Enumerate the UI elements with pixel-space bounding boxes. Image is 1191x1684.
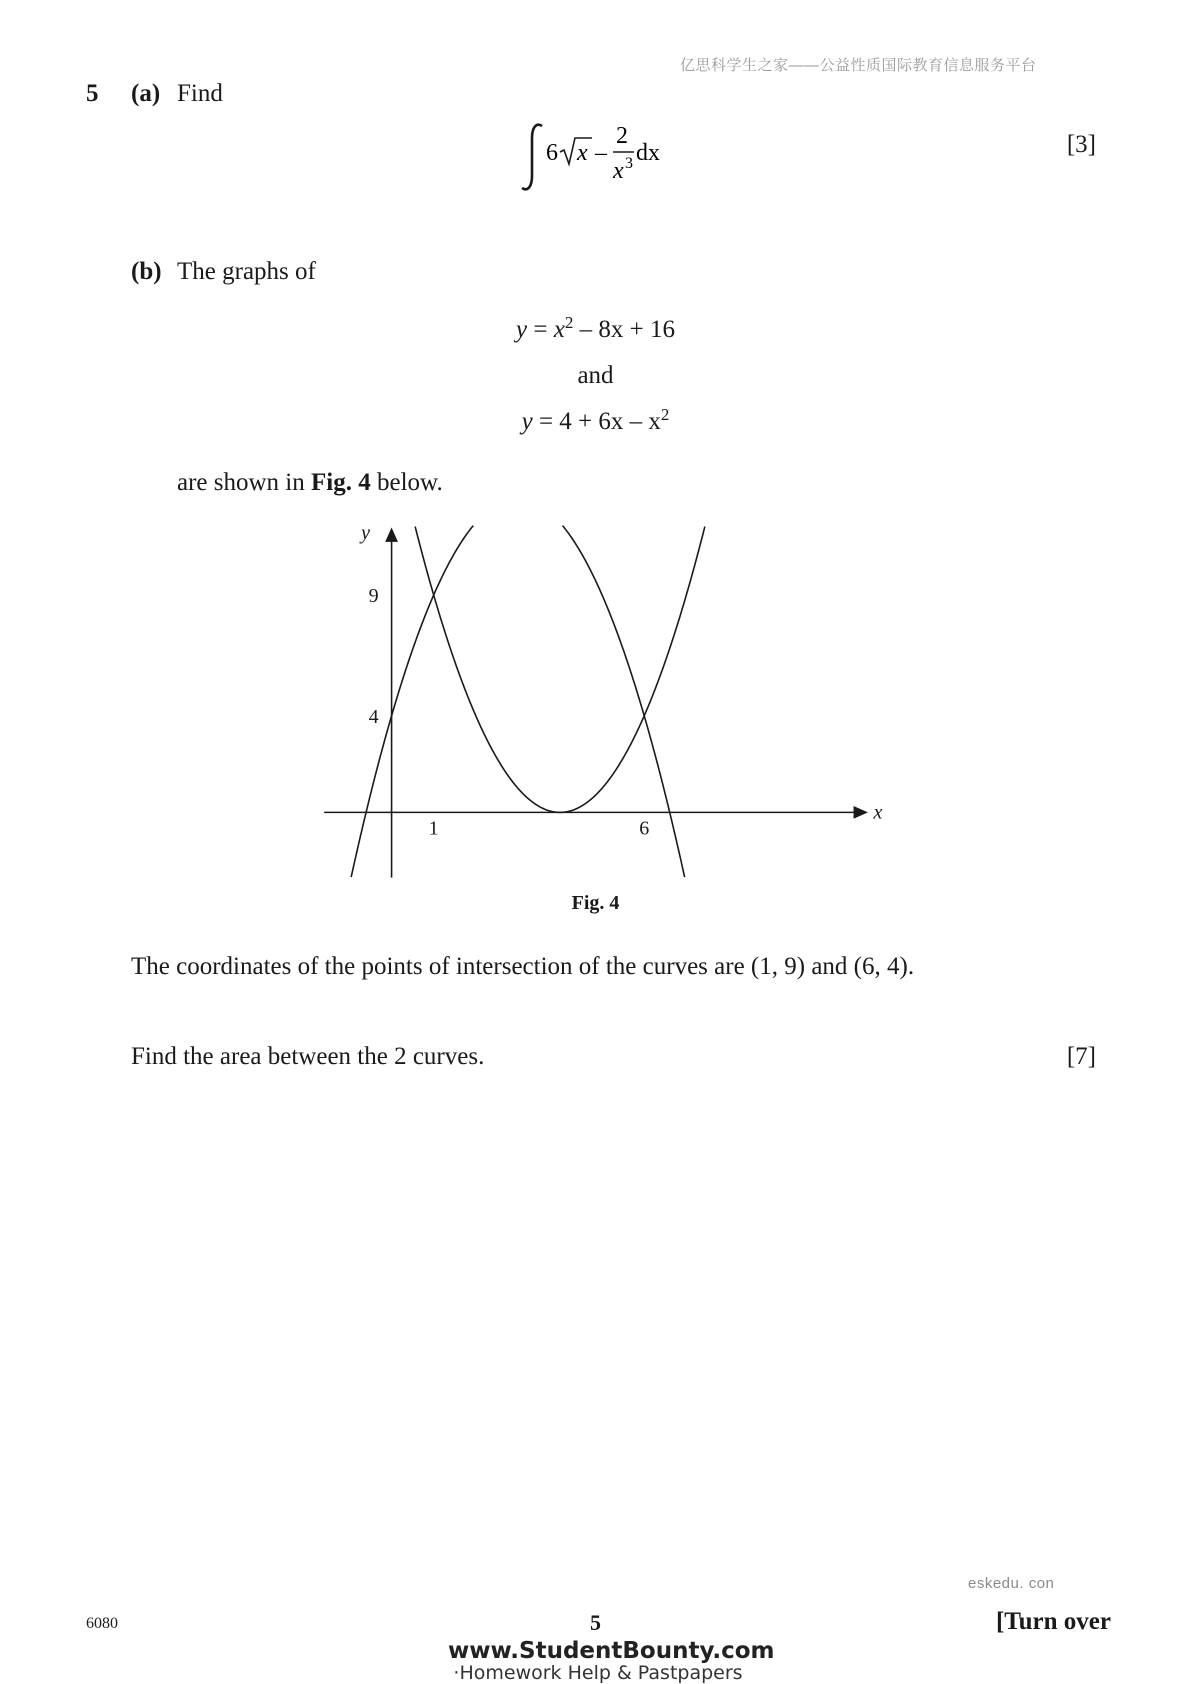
eq1-lhs: y bbox=[516, 316, 528, 343]
y-tick-label: 4 bbox=[368, 705, 379, 728]
y-tick-label: 9 bbox=[368, 585, 379, 608]
figure-4 bbox=[320, 522, 883, 880]
equation-1 bbox=[0, 313, 1191, 344]
part-a-instruction: Find bbox=[177, 80, 223, 107]
eq1-power: 2 bbox=[564, 313, 574, 332]
eq1-rest: – 8x + 16 bbox=[573, 316, 675, 343]
eq1-equals: = bbox=[527, 316, 554, 343]
x-tick-label: 1 bbox=[428, 817, 439, 840]
top-watermark: 亿思科学生之家——公益性质国际教育信息服务平台 bbox=[680, 57, 1037, 74]
fraction-denominator-base: x bbox=[613, 158, 624, 184]
logo-url: www.StudentBounty.com bbox=[448, 1638, 775, 1664]
equation-2 bbox=[0, 405, 1191, 436]
logo-tagline: ·Homework Help & Pastpapers bbox=[453, 1662, 743, 1684]
y-axis-label: y bbox=[361, 522, 371, 544]
integral-differential: dx bbox=[636, 140, 660, 166]
x-tick-label: 6 bbox=[639, 817, 650, 840]
eq2-lhs: y bbox=[521, 408, 533, 435]
axes bbox=[324, 532, 863, 877]
curve-series-1 bbox=[415, 527, 705, 813]
page-number: 5 bbox=[590, 1610, 601, 1635]
eq1-x: x bbox=[553, 316, 565, 343]
turn-over: [Turn over bbox=[995, 1608, 1111, 1635]
shown-post: below. bbox=[370, 469, 443, 496]
integral-coefficient: 6 bbox=[546, 140, 558, 166]
eq2-rest: = 4 + 6x – x bbox=[532, 408, 661, 435]
figure-reference bbox=[177, 469, 443, 497]
fraction-numerator: 2 bbox=[616, 123, 628, 149]
task-text: Find the area between the 2 curves. bbox=[131, 1043, 485, 1070]
curves bbox=[351, 526, 705, 878]
part-b-marks: [7] bbox=[1066, 1043, 1096, 1070]
figure-4-plot bbox=[320, 522, 883, 880]
part-a-label: (a) bbox=[131, 80, 161, 107]
part-a-marks: [3] bbox=[1066, 131, 1096, 158]
equation-and: and bbox=[577, 362, 614, 389]
eq2-power: 2 bbox=[660, 405, 670, 424]
figure-ref-bold: Fig. 4 bbox=[311, 469, 371, 496]
integral-operator: – bbox=[595, 140, 607, 166]
figure-caption: Fig. 4 bbox=[571, 892, 620, 914]
bottom-watermark: eskedu. con bbox=[968, 1575, 1055, 1592]
part-b-label: (b) bbox=[131, 258, 162, 285]
intersection-text: The coordinates of the points of intersection of the curves are (1, 9) and (6, 4). bbox=[131, 953, 915, 980]
integral-expression bbox=[520, 118, 680, 196]
shown-pre: are shown in bbox=[177, 469, 311, 496]
fraction-denominator-power: 3 bbox=[625, 155, 633, 172]
part-b-intro: The graphs of bbox=[177, 258, 316, 285]
integral-sign bbox=[522, 125, 542, 190]
curve-series-2 bbox=[351, 526, 684, 878]
studentbounty-logo bbox=[448, 1638, 775, 1684]
paper-code: 6080 bbox=[86, 1615, 118, 1632]
x-axis-label: x bbox=[873, 801, 883, 824]
question-number: 5 bbox=[86, 80, 99, 107]
integral-radicand: x bbox=[577, 140, 588, 166]
axis-labels bbox=[359, 522, 882, 839]
